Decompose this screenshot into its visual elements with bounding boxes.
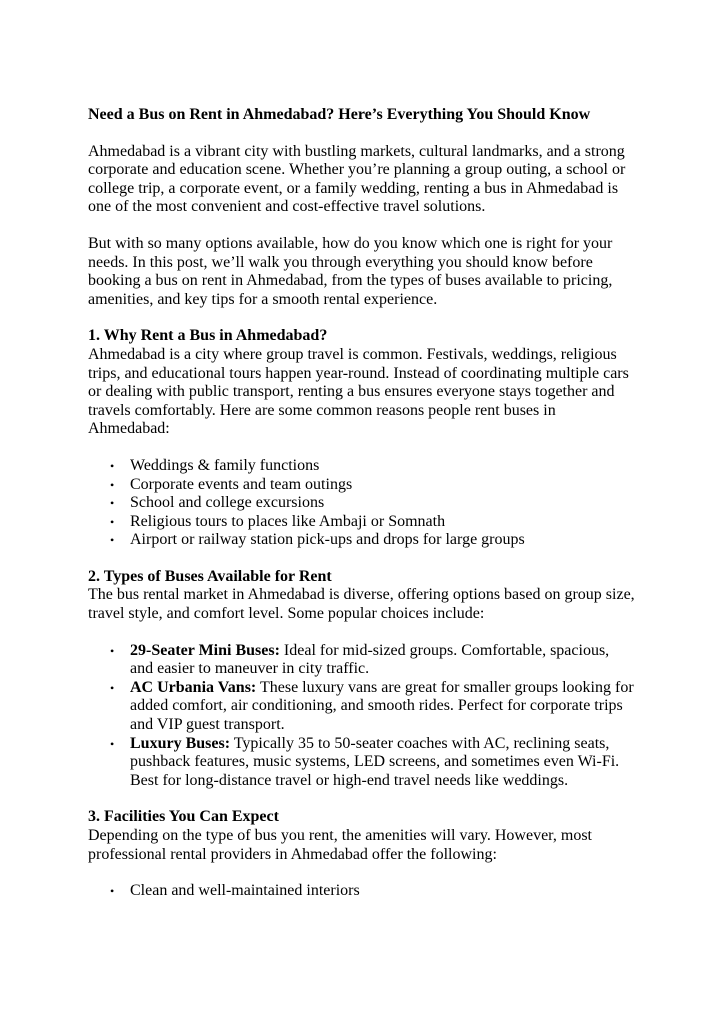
list-item-label: Luxury Buses:	[130, 734, 231, 752]
bullet-icon: •	[110, 514, 115, 529]
list-item	[88, 882, 636, 901]
section-1-text: Ahmedabad is a city where group travel is common. Festivals, weddings, religious trips, and educational tours happen year-round. Instead of coordinating multiple cars or dealing with public transport, renting a bus ensures everyone stays together and travels comfortably. Here are some common reasons people rent buses in Ahmedabad:	[88, 345, 629, 438]
section-2-heading: 2. Types of Buses Available for Rent	[88, 567, 332, 585]
bullet-icon: •	[110, 643, 115, 658]
section-1-bullet-list	[88, 457, 636, 550]
page-title: Need a Bus on Rent in Ahmedabad? Here’s Everything You Should Know	[88, 106, 591, 123]
section-2-text: The bus rental market in Ahmedabad is diverse, offering options based on group size, travel style, and comfort level. Some popular choices include:	[88, 586, 635, 623]
list-item-text: Ideal for mid-sized groups. Comfortable, spacious, and easier to maneuver in city traffic.	[130, 641, 610, 678]
list-item-text: Weddings & family functions	[130, 456, 320, 474]
list-item-label: 29-Seater Mini Buses:	[130, 641, 280, 659]
list-item-text: Typically 35 to 50-seater coaches with AC, reclining seats, pushback features, music systems, LED screens, and sometimes even Wi-Fi. Best for long-distance travel or high-end travel needs like weddings.	[130, 734, 620, 789]
section-2-bullet-list	[88, 642, 636, 791]
list-item-text: School and college excursions	[130, 494, 325, 512]
bullet-icon: •	[110, 736, 115, 751]
bullet-icon: •	[110, 533, 115, 548]
list-item	[88, 642, 636, 679]
list-item	[88, 494, 636, 513]
bullet-icon: •	[110, 458, 115, 473]
section-1-heading: 1. Why Rent a Bus in Ahmedabad?	[88, 327, 328, 345]
intro-paragraph-2: But with so many options available, how do you know which one is right for your needs. In this post, we’ll walk you through everything you should know before booking a bus on rent in Ahmedabad, from the types of buses available to pricing, amenities, and key tips for a smooth rental experience.	[88, 234, 613, 308]
bullet-icon: •	[110, 884, 115, 899]
list-item	[88, 457, 636, 476]
bullet-icon: •	[110, 496, 115, 511]
document-page	[88, 106, 636, 919]
intro-paragraph-1: Ahmedabad is a vibrant city with bustling markets, cultural landmarks, and a strong corporate and education scene. Whether you’re planning a group outing, a school or college trip, a corporate event, or a family wedding, renting a bus in Ahmedabad is one of the most convenient and cost-effective travel solutions.	[88, 142, 626, 216]
list-item	[88, 679, 636, 735]
section-3-text: Depending on the type of bus you rent, the amenities will vary. However, most professional rental providers in Ahmedabad offer the following:	[88, 827, 592, 863]
list-item	[88, 513, 636, 532]
list-item-text: Religious tours to places like Ambaji or Somnath	[130, 512, 446, 530]
list-item	[88, 735, 636, 791]
section-3-heading: 3. Facilities You Can Expect	[88, 808, 279, 826]
bullet-icon: •	[110, 680, 115, 695]
list-item-text: Clean and well-maintained interiors	[130, 882, 360, 900]
list-item-text: Corporate events and team outings	[130, 475, 353, 493]
list-item-text: Airport or railway station pick-ups and drops for large groups	[130, 531, 525, 549]
section-3-bullet-list	[88, 882, 636, 901]
list-item-label: AC Urbania Vans:	[130, 678, 257, 696]
list-item	[88, 476, 636, 495]
list-item-text: These luxury vans are great for smaller groups looking for added comfort, air conditioning, and smooth rides. Perfect for corporate trips and VIP guest transport.	[130, 678, 634, 734]
bullet-icon: •	[110, 477, 115, 492]
list-item	[88, 531, 636, 550]
